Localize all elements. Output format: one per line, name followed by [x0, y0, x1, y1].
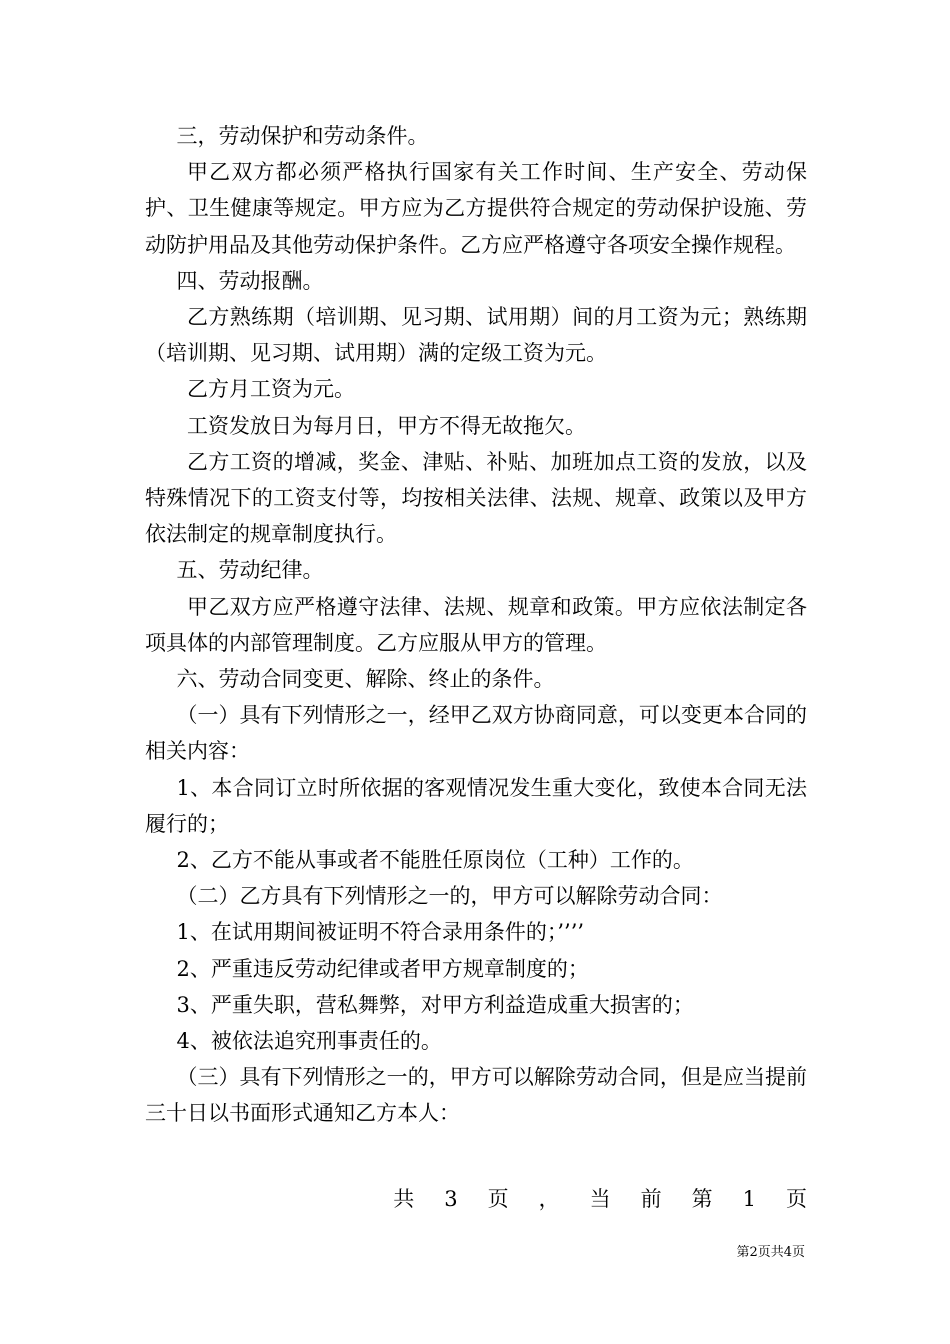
page-footer: 第2页共4页 [736, 1245, 805, 1260]
paragraph: 2、乙方不能从事或者不能胜任原岗位（工种）工作的。 [176, 848, 694, 873]
paragraph: 3、严重失职，营私舞弊，对甲方利益造成重大损害的； [176, 992, 694, 1017]
pager-char: 页 [487, 1187, 509, 1211]
pager-char: 共 [393, 1187, 415, 1211]
contract-body [145, 118, 807, 1132]
pager-char: 1 [742, 1187, 756, 1211]
paragraph: 六、劳动合同变更、解除、终止的条件。 [176, 667, 555, 692]
paragraph: 1、本合同订立时所依据的客观情况发生重大变化，致使本合同无法履行的； [145, 775, 807, 836]
pager-char: 第 [691, 1187, 713, 1211]
paragraph: （一）具有下列情形之一，经甲乙双方协商同意，可以变更本合同的相关内容： [145, 703, 807, 764]
paragraph: 乙方工资的增减，奖金、津贴、补贴、加班加点工资的发放，以及特殊情况下的工资支付等，均按相关法律、法规、规章、政策以及甲方依法制定的规章制度执行。 [145, 449, 807, 547]
inline-page-counter [145, 1181, 807, 1217]
paragraph: 1、在试用期间被证明不符合录用条件的；’’’’ [176, 920, 585, 945]
paragraph: 2、严重违反劳动纪律或者甲方规章制度的； [176, 956, 589, 981]
pager-char: ， [538, 1187, 560, 1211]
pager-char: 页 [786, 1187, 807, 1211]
paragraph: 乙方熟练期（培训期、见习期、试用期）间的月工资为元；熟练期（培训期、见习期、试用期）满的定级工资为元。 [145, 305, 807, 366]
paragraph: （三）具有下列情形之一的，甲方可以解除劳动合同，但是应当提前三十日以书面形式通知乙方本人： [145, 1065, 807, 1126]
pager-char: 3 [444, 1187, 458, 1211]
paragraph: 4、被依法追究刑事责任的。 [176, 1029, 442, 1054]
paragraph: 五、劳动纪律。 [176, 558, 324, 583]
paragraph: 乙方月工资为元。 [187, 377, 355, 402]
paragraph: （二）乙方具有下列情形之一的，甲方可以解除劳动合同： [176, 884, 723, 909]
paragraph: 工资发放日为每月日，甲方不得无故拖欠。 [187, 413, 586, 438]
pager-char: 当 [589, 1187, 611, 1211]
paragraph: 甲乙双方都必须严格执行国家有关工作时间、生产安全、劳动保护、卫生健康等规定。甲方应为乙方提供符合规定的劳动保护设施、劳动防护用品及其他劳动保护条件。乙方应严格遵守各项安全操作规程。 [145, 160, 807, 257]
paragraph: 甲乙双方应严格遵守法律、法规、规章和政策。甲方应依法制定各项具体的内部管理制度。乙方应服从甲方的管理。 [145, 594, 807, 655]
pager-char: 前 [640, 1187, 662, 1211]
paragraph: 四、劳动报酬。 [176, 268, 324, 293]
paragraph: 三，劳动保护和劳动条件。 [176, 124, 429, 148]
